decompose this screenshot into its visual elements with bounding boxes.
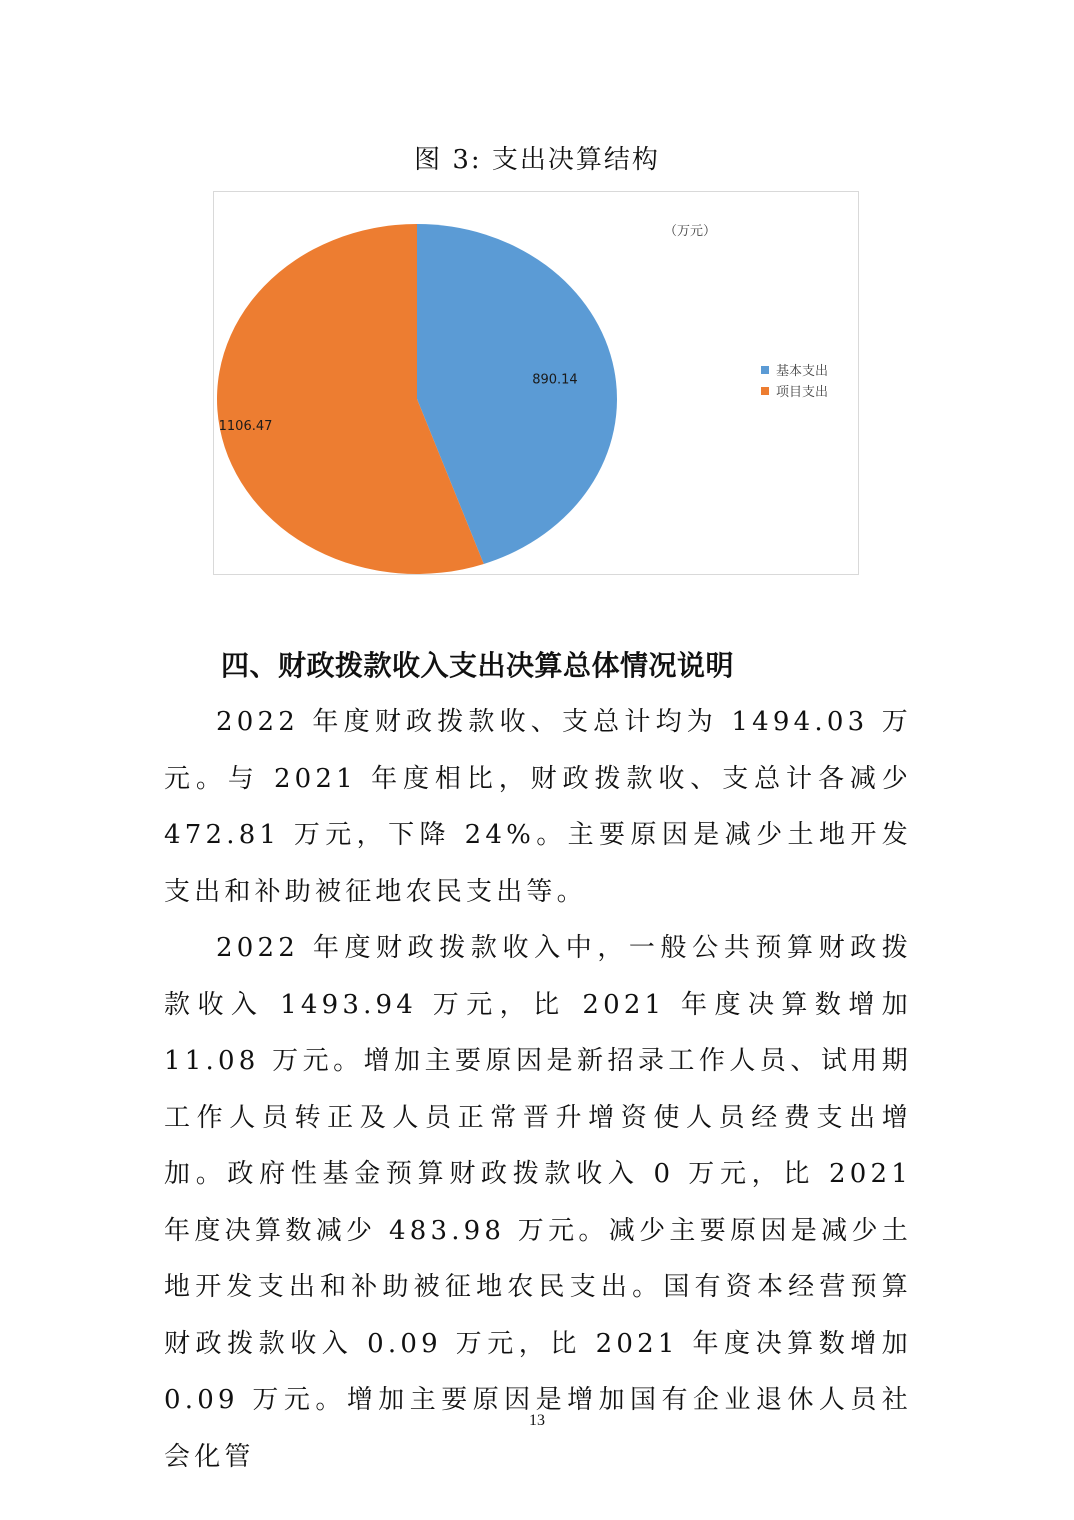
section-heading: 四、财政拨款收入支出决算总体情况说明 [221, 649, 735, 682]
paragraph-1: 2022 年度财政拨款收、支总计均为 1494.03 万元。与 2021 年度相比，财政拨款收、支总计各减少 472.81 万元，下降 24%。主要原因是减少土地开发支出和补助被征地农民支出等。 [164, 707, 912, 907]
pie-data-label-2: 1106.47 [218, 418, 273, 434]
chart-unit-label: （万元） [663, 224, 717, 239]
page-number: 13 [529, 1412, 545, 1429]
figure-caption: 图 3: 支出决算结构 [414, 145, 660, 175]
legend-label-2: 项目支出 [776, 385, 829, 400]
pie-chart [213, 191, 859, 575]
legend-swatch-1 [761, 366, 769, 374]
pie-chart-svg [214, 192, 860, 576]
paragraph-2: 2022 年度财政拨款收入中，一般公共预算财政拨款收入 1493.94 万元，比 2021 年度决算数增加 11.08 万元。增加主要原因是新招录工作人员、试用期工作人员转正及人员正常晋升增资使人员经费支出增加。政府性基金预算财政拨款收入 0 万元，比 2021 年度决算数减少 483.98 万元。减少主要原因是减少土地开发支出和补助被征地农民支出。国有资本经营预算财政拨款收入 0.09 万元，比 2021 年度决算数增加 0.09 万元。增加主要原因是增加国有企业退休人员社会化管 [164, 933, 912, 1472]
legend-label-1: 基本支出 [776, 364, 829, 379]
pie-data-label-1: 890.14 [532, 372, 578, 388]
legend-swatch-2 [761, 387, 769, 395]
